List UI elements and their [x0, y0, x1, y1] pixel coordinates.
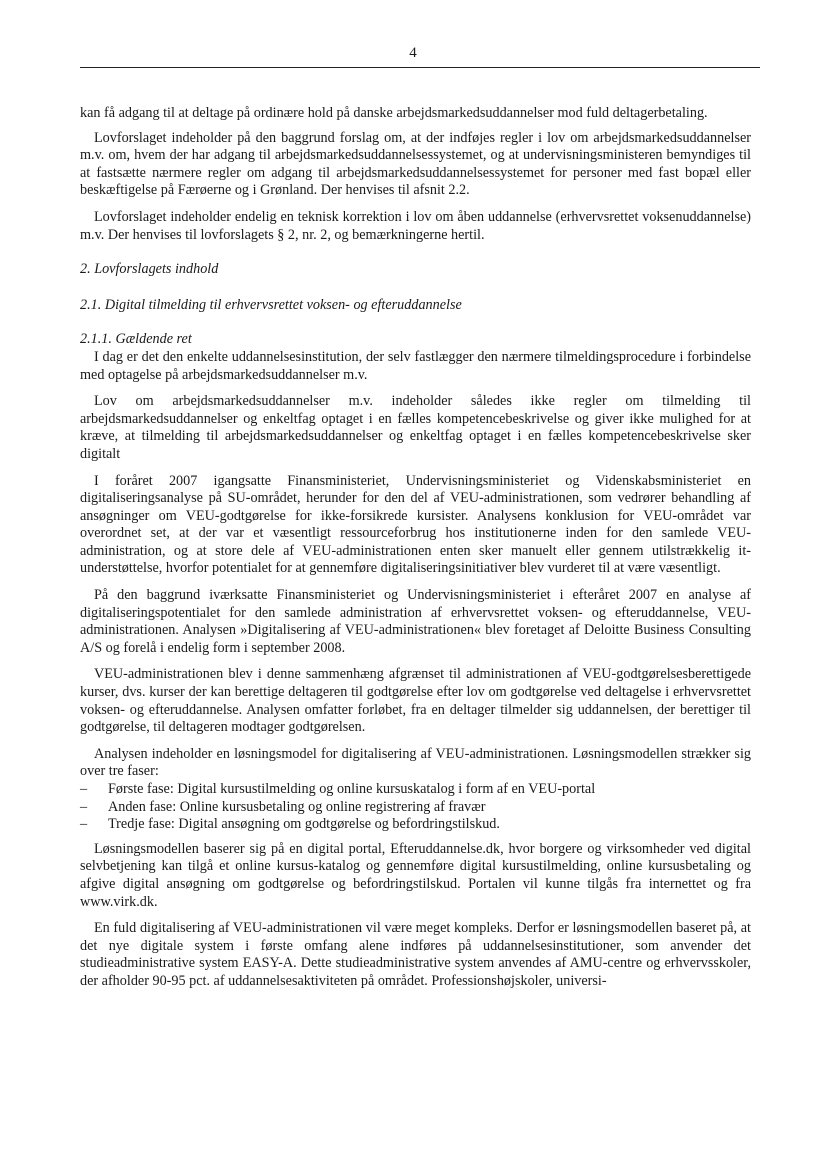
dash-marker: –: [80, 816, 88, 833]
section-heading: 2. Lovforslagets indhold: [80, 261, 219, 278]
paragraph: VEU-administrationen blev i denne sammenhæng afgrænset til administrationen af VEU-godtgørelsesberettigede kurser, dvs. kurser der kan berettige deltageren til godtgørelse efter lov om godtgørelse ved deltagelse i erhvervsrettet voksen- og efteruddannelse. Analysen omfatter forløbet, fra en deltager tilmelder sig uddannelsen, der berettiger til godtgørelse, til deltageren modtager godtgørelsen.: [80, 666, 751, 736]
paragraph: Løsningsmodellen baserer sig på en digital portal, Efteruddannelse.dk, hvor borgere og virksomheder ved digital selvbetjening kan tilgå et online kursus-katalog og gennemføre digital kursustilmelding, online kursusbetaling og afgive digital ansøgning om godtgørelse og befordringstilskud. Portalen vil kunne tilgås fra internettet og fra www.virk.dk.: [80, 840, 751, 910]
paragraph: Lovforslaget indeholder endelig en teknisk korrektion i lov om åben uddannelse (erhvervsrettet voksenuddannelse) m.v. Der henvises til lovforslagets § 2, nr. 2, og bemærkningerne hertil.: [80, 208, 751, 243]
paragraph: En fuld digitalisering af VEU-administrationen vil være meget kompleks. Derfor er løsningsmodellen baseret på, at det nye digitale system i første omfang alene indføres på uddannelsesinstitutioner, som anvender det studieadministrative system EASY-A. Dette studieadministrative system anvendes af AMU-centre og erhvervsskoler, der afholder 90-95 pct. af uddannelsesaktiviteten på området. Professionshøjskoler, universi-: [80, 920, 751, 989]
paragraph: kan få adgang til at deltage på ordinære hold på danske arbejdsmarkedsuddannelser mod fuld deltagerbetaling.: [80, 105, 708, 121]
list-item: [80, 816, 751, 834]
paragraph: I dag er det den enkelte uddannelsesinstitution, der selv fastlægger den nærmere tilmeldingsprocedure i forbindelse med optagelse på arbejdsmarkedsuddannelser m.v.: [80, 348, 751, 383]
paragraph: Lovforslaget indeholder på den baggrund forslag om, at der indføjes regler i lov om arbejdsmarkedsuddannelser m.v. om, hvem der har adgang til arbejdsmarkedsuddannelsessystemet, og at undervisningsministeren bemyndiges til at fastsætte nærmere regler om adgang til arbejdsmarkedsuddannelsessystemet for personer med fast bopæl eller beskæftigelse på Færøerne og i Grønland. Der henvises til afsnit 2.2.: [80, 129, 751, 199]
dash-marker: –: [80, 781, 88, 797]
subsection-heading: 2.1. Digital tilmelding til erhvervsrettet voksen- og efteruddannelse: [80, 296, 462, 313]
phase-list: [80, 781, 751, 834]
paragraph: På den baggrund iværksatte Finansministeriet og Undervisningsministeriet i efteråret 2007 en analyse af digitaliseringspotentialet for den samlede administration af erhvervsrettet voksen- og efteruddannelse, VEU-administrationen. Analysen »Digitalisering af VEU-administrationen« blev foretaget af Deloitte Business Consulting A/S og forelå i endelig form i september 2008.: [80, 587, 751, 656]
paragraph: Lov om arbejdsmarkedsuddannelser m.v. indeholder således ikke regler om tilmelding til arbejdsmarkedsuddannelser og enkeltfag optaget i en fælles kompetencebeskrivelse og giver ikke mulighed for at kræve, at tilmelding til arbejdsmarkedsuddannelser og enkeltfag optaget i en fælles kompetencebeskrivelse sker digitalt: [80, 393, 751, 462]
list-item: [80, 781, 751, 799]
header-rule: [80, 67, 760, 68]
subsubsection-heading: 2.1.1. Gældende ret: [80, 331, 192, 348]
page-number: 4: [409, 45, 417, 61]
list-item-text: Tredje fase: Digital ansøgning om godtgørelse og befordringstilskud.: [108, 816, 500, 833]
paragraph: I foråret 2007 igangsatte Finansministeriet, Undervisningsministeriet og Videnskabsministeriet en digitaliseringsanalyse på SU-området, herunder for den del af VEU-administrationen, som vedrører behandling af ansøgninger om VEU-godtgørelse for ikke-forsikrede kursister. Analysens konklusion for VEU-området var overordnet set, at der var et væsentligt ressourceforbrug hos institutionerne inden for den samlede VEU-administration, og at store dele af VEU-administrationen enten sker manuelt eller gennem utilstrækkelig it-understøttelse, hvorfor potentialet for at gennemføre digitaliseringsinitiativer blev vurderet til at være væsentligt.: [80, 472, 751, 577]
list-item-text: Anden fase: Online kursusbetaling og online registrering af fravær: [108, 798, 486, 815]
paragraph: Analysen indeholder en løsningsmodel for digitalisering af VEU-administrationen. Løsningsmodellen strækker sig over tre faser:: [80, 745, 751, 780]
list-item: [80, 799, 751, 817]
list-item-text: Første fase: Digital kursustilmelding og online kursuskatalog i form af en VEU-portal: [108, 781, 596, 797]
dash-marker: –: [80, 798, 88, 815]
page-body: [80, 105, 751, 991]
